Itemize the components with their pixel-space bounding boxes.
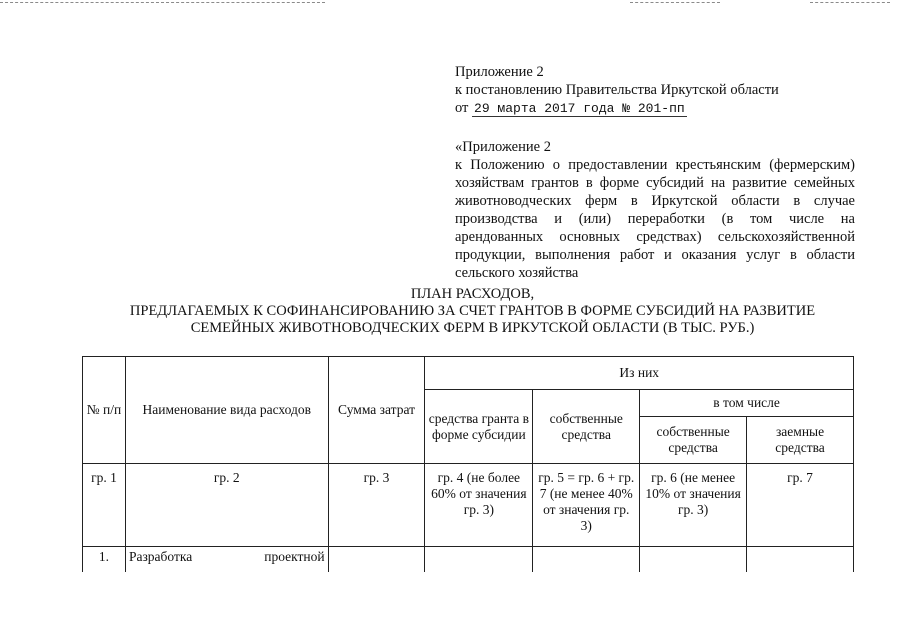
column-label-3: гр. 3 — [328, 464, 425, 547]
column-label-1: гр. 1 — [83, 464, 126, 547]
regulation-line-5: арендованных основных средствах) сельскохозяйственной — [455, 229, 855, 245]
row-number: 1. — [83, 547, 126, 576]
header-num: № п/п — [83, 357, 126, 464]
regulation-line-6: продукции, выполнения работ и оказания услуг в области — [455, 247, 855, 263]
header-expense-type: Наименование вида расходов — [125, 357, 328, 464]
regulation-line-4: производства и (или) переработки (в том числе на — [455, 211, 855, 227]
header-loan-funds: заемные средства — [747, 417, 854, 464]
spacer — [455, 118, 855, 138]
column-label-5: гр. 5 = гр. 6 + гр. 7 (не менее 40% от значения гр. 3) — [533, 464, 640, 547]
column-label-7: гр. 7 — [747, 464, 854, 547]
header-own-funds: собственные средства — [533, 390, 640, 464]
header-total-cost: Сумма затрат — [328, 357, 425, 464]
appendix-decree: к постановлению Правительства Иркутской области — [455, 82, 779, 98]
regulation-line-3: животноводческих ферм в Иркутской области в случае — [455, 193, 855, 209]
header-including: в том числе — [640, 390, 854, 417]
regulation-line-1: к Положению о предоставлении крестьянским (фермерским) — [455, 157, 855, 173]
header-own-funds-sub: собственные средства — [640, 417, 747, 464]
quoted-appendix-title: «Приложение 2 — [455, 139, 551, 155]
column-label-4: гр. 4 (не более 60% от значения гр. 3) — [425, 464, 533, 547]
row-expense-name: Разработка проектной — [125, 547, 328, 576]
appendix-date-line — [455, 99, 855, 118]
regulation-line-7: сельского хозяйства — [455, 265, 579, 281]
page-bottom-margin — [0, 572, 905, 640]
appendix-title: Приложение 2 — [455, 64, 544, 80]
scan-edge-line-center — [630, 2, 720, 3]
plan-title-line-3: СЕМЕЙНЫХ ЖИВОТНОВОДЧЕСКИХ ФЕРМ В ИРКУТСКОЙ ОБЛАСТИ (В ТЫС. РУБ.) — [190, 320, 755, 336]
appendix-block — [455, 63, 855, 282]
plan-title-line-2: ПРЕДЛАГАЕМЫХ К СОФИНАНСИРОВАНИЮ ЗА СЧЕТ ГРАНТОВ В ФОРМЕ СУБСИДИЙ НА РАЗВИТИЕ — [129, 303, 816, 319]
scan-edge-line-right — [810, 2, 890, 3]
regulation-line-2: хозяйствам грантов в форме субсидий на развитие семейных — [455, 175, 855, 191]
plan-title — [90, 286, 855, 337]
expense-plan-table — [82, 356, 854, 576]
header-row-1 — [83, 357, 854, 390]
header-grant-funds: средства гранта в форме субсидии — [425, 390, 533, 464]
appendix-date-value: 29 марта 2017 года № 201-пп — [474, 101, 685, 116]
header-of-them: Из них — [425, 357, 854, 390]
column-label-6: гр. 6 (не менее 10% от значения гр. 3) — [640, 464, 747, 547]
column-label-2: гр. 2 — [125, 464, 328, 547]
plan-title-line-1: ПЛАН РАСХОДОВ, — [410, 286, 535, 302]
column-number-row — [83, 464, 854, 547]
appendix-date-prefix: от — [455, 100, 469, 116]
scan-edge-line-left — [0, 2, 325, 3]
